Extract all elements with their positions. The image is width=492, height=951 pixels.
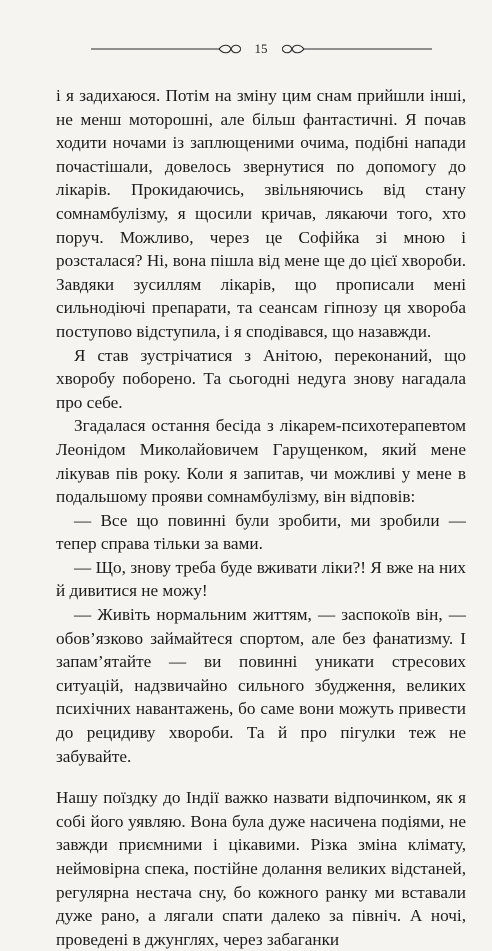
paragraph: Згадалася остання бесіда з лікарем-психотерапевтом Леонідом Миколайовичем Гарущенком, який мене лікував пів року. Коли я запитав, чи можливі у мене в подальшому прояви сомнамбулізму, він відповів: (56, 416, 466, 507)
dialogue-line: — Живіть нормальним життям, — заспокоїв він, — обов’язково займайтеся спортом, але без фанатизму. І запам’ятайте — ви повинні уникати стресових ситуацій, надзвичайно сильного збудження, великих психічних навантажень, бо саме вони можуть привести до рецидиву хвороби. Та й про пігулки теж не забувайте. (56, 605, 466, 766)
page-text (56, 84, 466, 951)
paragraph: Нашу поїздку до Індії важко назвати відпочинком, як я собі його уявляю. Вона була дуже насичена подіями, не завжди приємними і цікавими. Різка зміна клімату, неймовірна спека, постійне долання великих відстаней, регулярна нестача сну, бо кожного ранку ми вставали дуже рано, а лягали спати далеко за північ. А ночі, проведені в джунглях, через забаганки (56, 788, 466, 949)
dialogue-line: — Все що повинні були зробити, ми зробили — тепер справа тільки за вами. (56, 510, 466, 554)
page-header (56, 38, 466, 60)
right-ornament-icon (282, 42, 432, 56)
dialogue-line: — Що, знову треба буде вживати ліки?! Я вже на них й дивитися не можу! (56, 557, 466, 601)
left-ornament-icon (91, 42, 241, 56)
page-number: 15 (254, 41, 268, 56)
paragraph: і я задихаюся. Потім на зміну цим снам прийшли інші, не менш моторошні, але більш фантастичні. Я почав ходити ночами із заплющеними очима, подібні напади почастішали, довелось звернутися по допомогу до лікарів. Прокидаючись, звільняючись від стану сомнамбулізму, я щосили кричав, лякаючи того, хто поруч. Можливо, через це Софійка зі мною і розсталася? Ні, вона пішла від мене ще до цієї хвороби. Завдяки зусиллям лікарів, що прописали мені сильнодіючі препарати, та сеансам гіпнозу ця хвороба поступово відступила, і я сподівався, що назавжди. (56, 86, 466, 341)
paragraph: Я став зустрічатися з Анітою, переконаний, що хворобу поборено. Та сьогодні недуга знову нагадала про себе. (56, 345, 466, 412)
